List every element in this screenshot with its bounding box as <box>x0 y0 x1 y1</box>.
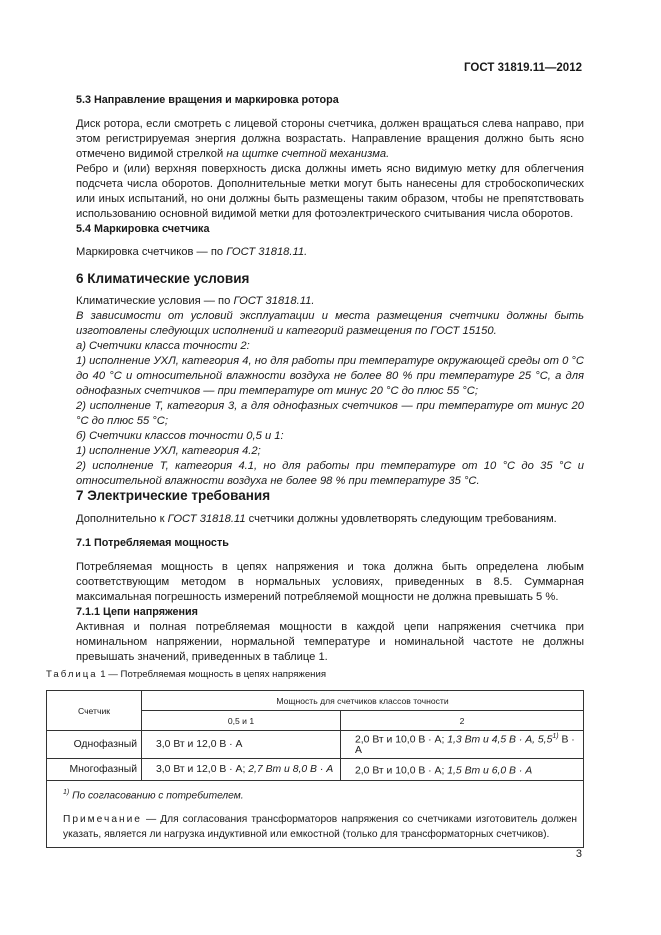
paragraph: В зависимости от условий эксплуатации и места размещения счетчики должны быть изготовлены следующих исполнений и категорий размещения по ГОСТ 15150. <box>76 310 584 337</box>
section-5-3-title: 5.3 Направление вращения и маркировка ротора <box>76 94 339 106</box>
list-item: 1) исполнение УХЛ, категория 4.2; <box>76 445 261 457</box>
section-7-1-1-title: 7.1.1 Цепи напряжения <box>76 606 198 618</box>
section-6-title: 6 Климатические условия <box>76 271 250 286</box>
paragraph: Ребро и (или) верхняя поверхность диска должны иметь ясно видимую метку для облегчения подсчета числа оборотов. Дополнительные метки могут быть нанесены для стробоскопических или иных испытаний, но они должны быть размещены таким образом, чтобы не препятствовать использованию основной видимой метки для фотоэлектрического считывания числа оборотов. <box>76 163 584 220</box>
paragraph: Диск ротора, если смотреть с лицевой стороны счетчика, должен вращаться слева направо, при этом регистрируемая энергия должна возрастать. Направление вращения должно быть ясно отмечено видимой стрелкой на щитке счетной механизма. <box>76 118 584 160</box>
paragraph: Активная и полная потребляемая мощности в каждой цепи напряжения счетчика при номинальном напряжении, нормальной температуре и номинальной частоте не должны превышать значений, приведенных в таблице 1. <box>76 621 584 663</box>
section-6 <box>76 271 584 489</box>
table-caption: Таблица 1 — Потребляемая мощность в цепях напряжения <box>46 669 327 680</box>
table-header-class-b: 2 <box>341 711 584 731</box>
section-5-4-title: 5.4 Маркировка счетчика <box>76 223 210 235</box>
table-note: Примечание — Для согласования трансформаторов напряжения со счетчиками изготовитель должен указать, является ли нагрузка индуктивной или емкостной (только для трансформаторных счетчиков). <box>63 813 577 840</box>
section-7-1-title: 7.1 Потребляемая мощность <box>76 537 229 549</box>
table-footnote-row <box>47 781 584 847</box>
section-5-4 <box>76 222 584 260</box>
paragraph: Дополнительно к ГОСТ 31818.11 счетчики должны удовлетворять следующим требованиям. <box>76 513 557 525</box>
section-7 <box>76 488 584 665</box>
paragraph: Маркировка счетчиков — по ГОСТ 31818.11. <box>76 246 308 258</box>
section-7-title: 7 Электрические требования <box>76 488 271 503</box>
list-item: 1) исполнение УХЛ, категория 4, но для работы при температуре окружающей среды от 0 °С до 40 °С и относительной влажности воздуха не более 80 % при температуре 25 °С, а для однофазных счетчиков — при температуре от минус 20 °С до плюс 55 °С; <box>76 355 584 397</box>
table-footnote: $^{1)}$ По согласованию с потребителем. <box>63 789 244 802</box>
page-number: 3 <box>575 848 582 860</box>
list-item: 2) исполнение Т, категория 4.1, но для работы при температуре от 10 °С до 35 °С и относительной влажности воздуха не более 98 % при температуре 35 °С. <box>76 460 584 487</box>
section-5-3 <box>76 93 584 222</box>
table-header-class-a: 0,5 и 1 <box>142 711 341 731</box>
paragraph: Климатические условия — по ГОСТ 31818.11. <box>76 295 315 307</box>
power-table <box>46 690 584 848</box>
document-header: ГОСТ 31819.11—2012 <box>464 62 582 74</box>
table-row: Многофазный 3,0 Вт и 12,0 В · А; 2,7 Вт и 8,0 В · А 2,0 Вт и 10,0 В · А; 1,5 Вт и 6,0 В · А <box>47 759 584 781</box>
list-item: 2) исполнение Т, категория 3, а для однофазных счетчиков — при температуре от минус 20 °С до плюс 55 °С; <box>76 400 584 427</box>
list-item: а) Счетчики класса точности 2: <box>76 340 250 352</box>
paragraph: Потребляемая мощность в цепях напряжения и тока должна быть определена любым соответствующим методом в нормальных условиях, приведенных в 8.5. Суммарная максимальная погрешность измерений потребляемой мощности не должна превышать 5 %. <box>76 561 584 603</box>
table-header-meter: Счетчик <box>47 691 142 731</box>
table-row: Однофазный 3,0 Вт и 12,0 В · А 2,0 Вт и 10,0 В · А; 1,3 Вт и 4,5 В · А, 5,5$^{1)}$ В · А <box>47 731 584 759</box>
table-header-group: Мощность для счетчиков классов точности <box>142 691 584 711</box>
list-item: б) Счетчики классов точности 0,5 и 1: <box>76 430 284 442</box>
